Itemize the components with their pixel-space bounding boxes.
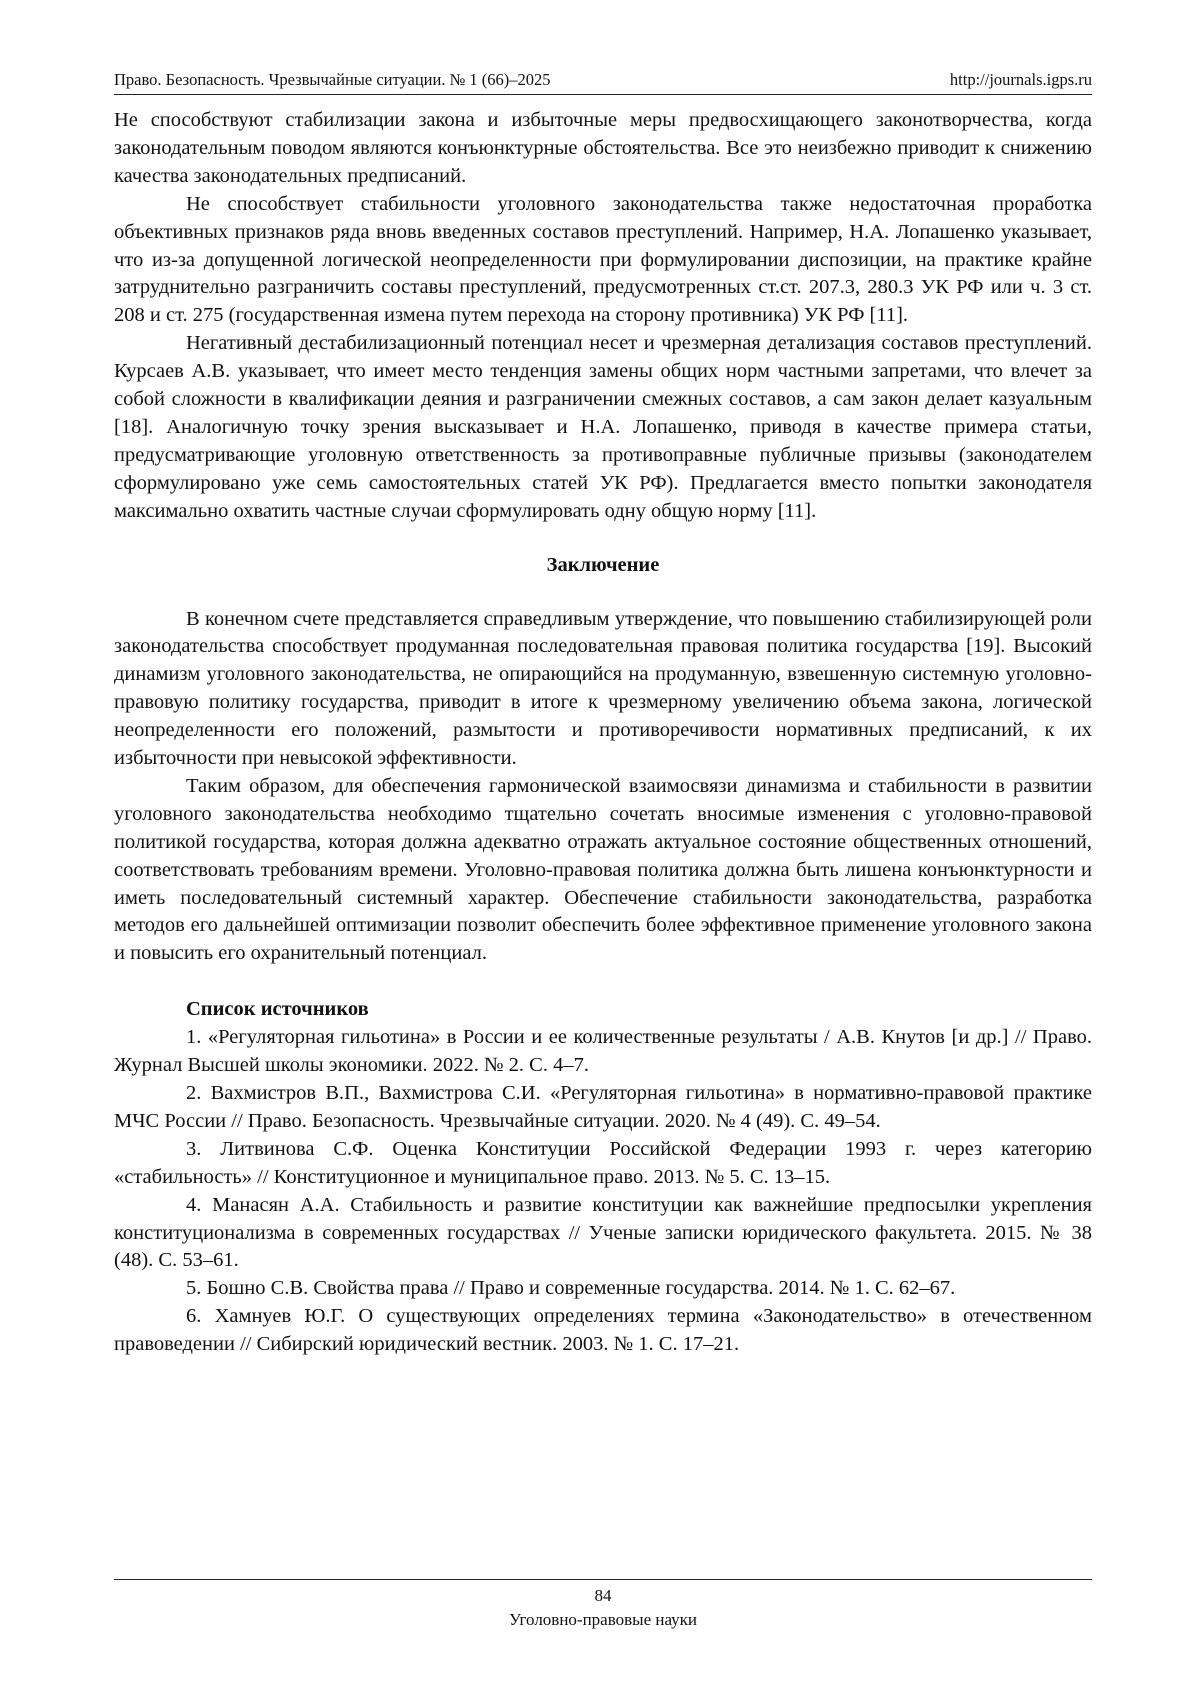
paragraph: Не способствует стабильности уголовного законодательства также недостаточная проработка объективных признаков ряда вновь введенных составов преступлений. Например, Н.А. Лопашенко указывает, что из-за допущенной логической неопределенности при формулировании диспозиции, на практике крайне затруднительно разграничить составы преступлений, предусмотренных ст.ст. 207.3, 280.3 УК РФ или ч. 3 ст. 208 и ст. 275 (государственная измена путем перехода на сторону противника) УК РФ [11]. bbox=[114, 192, 1092, 327]
paragraph: В конечном счете представляется справедливым утверждение, что повышению стабилизирующей роли законодательства способствует продуманная последовательная правовая политика государства [19]. Высокий динамизм уголовного законодательства, не опирающийся на продуманную, взвешенную системную уголовно-правовую политику государства, приводит в итоге к чрезмерному увеличению объема закона, логической неопределенности его положений, размытости и противоречивости нормативных предписаний, к их избыточности при невысокой эффективности. bbox=[114, 607, 1092, 770]
running-header bbox=[114, 66, 1092, 95]
section-name: Уголовно-правовые науки bbox=[508, 1610, 698, 1629]
reference-item: 1. «Регуляторная гильотина» в России и ее количественные результаты / А.В. Кнутов [и др.] // Право. Журнал Высшей школы экономики. 2022. № 2. С. 4–7. bbox=[114, 1026, 1092, 1077]
references-heading: Список источников bbox=[186, 998, 369, 1021]
reference-item: 6. Хамнуев Ю.Г. О существующих определениях термина «Законодательство» в отечественном правоведении // Сибирский юридический вестник. 2003. № 1. С. 17–21. bbox=[114, 1305, 1092, 1356]
reference-item: 5. Бошно С.В. Свойства права // Право и современные государства. 2014. № 1. С. 62–67. bbox=[186, 1277, 956, 1300]
paragraph: Таким образом, для обеспечения гармонической взаимосвязи динамизма и стабильности в развитии уголовного законодательства необходимо тщательно сочетать вносимые изменения с уголовно-правовой политикой государства, которая должна адекватно отражать актуальное состояние общественных отношений, соответствовать требованиям времени. Уголовно-правовая политика должна быть лишена конъюнктурности и иметь последовательный системный характер. Обеспечение стабильности законодательства, разработка методов его дальнейшей оптимизации позволит обеспечить более эффективное применение уголовного закона и повысить его охранительный потенциал. bbox=[114, 774, 1092, 965]
reference-item: 3. Литвинова С.Ф. Оценка Конституции Российской Федерации 1993 г. через категорию «стабильность» // Конституционное и муниципальное право. 2013. № 5. С. 13–15. bbox=[114, 1137, 1092, 1188]
article-body bbox=[114, 107, 1092, 1359]
reference-item: 2. Вахмистров В.П., Вахмистрова С.И. «Регуляторная гильотина» в нормативно-правовой практике МЧС России // Право. Безопасность. Чрезвычайные ситуации. 2020. № 4 (49). С. 49–54. bbox=[114, 1082, 1092, 1132]
journal-title: Право. Безопасность. Чрезвычайные ситуации. № 1 (66)–2025 bbox=[114, 70, 551, 89]
journal-url: http://journals.igps.ru bbox=[949, 70, 1092, 89]
paragraph: Негативный дестабилизационный потенциал несет и чрезмерная детализация составов преступлений. Курсаев А.В. указывает, что имеет место тенденция замены общих норм частными запретами, что влечет за собой сложности в квалификации деяния и разграничении смежных составов, а сам закон делает казуальным [18]. Аналогичную точку зрения высказывает и Н.А. Лопашенко, приводя в качестве примера статьи, предусматривающие уголовную ответственность за противоправные публичные призывы (законодателем сформулировано уже семь самостоятельных статей УК РФ). Предлагается вместо попытки законодателя максимально охватить частные случаи сформулировать одну общую норму [11]. bbox=[114, 332, 1092, 522]
page-number: 84 bbox=[594, 1586, 612, 1605]
conclusion-heading: Заключение bbox=[546, 553, 660, 576]
page-footer bbox=[114, 1579, 1092, 1632]
reference-item: 4. Манасян А.А. Стабильность и развитие конституции как важнейшие предпосылки укрепления конституционализма в современных государствах // Ученые записки юридического факультета. 2015. № 38 (48). С. 53–61. bbox=[114, 1193, 1092, 1272]
journal-page bbox=[114, 66, 1092, 1666]
paragraph: Не способствуют стабилизации закона и избыточные меры предвосхищающего законотворчества, когда законодательным поводом являются конъюнктурные обстоятельства. Все это неизбежно приводит к снижению качества законодательных предписаний. bbox=[114, 109, 1092, 187]
